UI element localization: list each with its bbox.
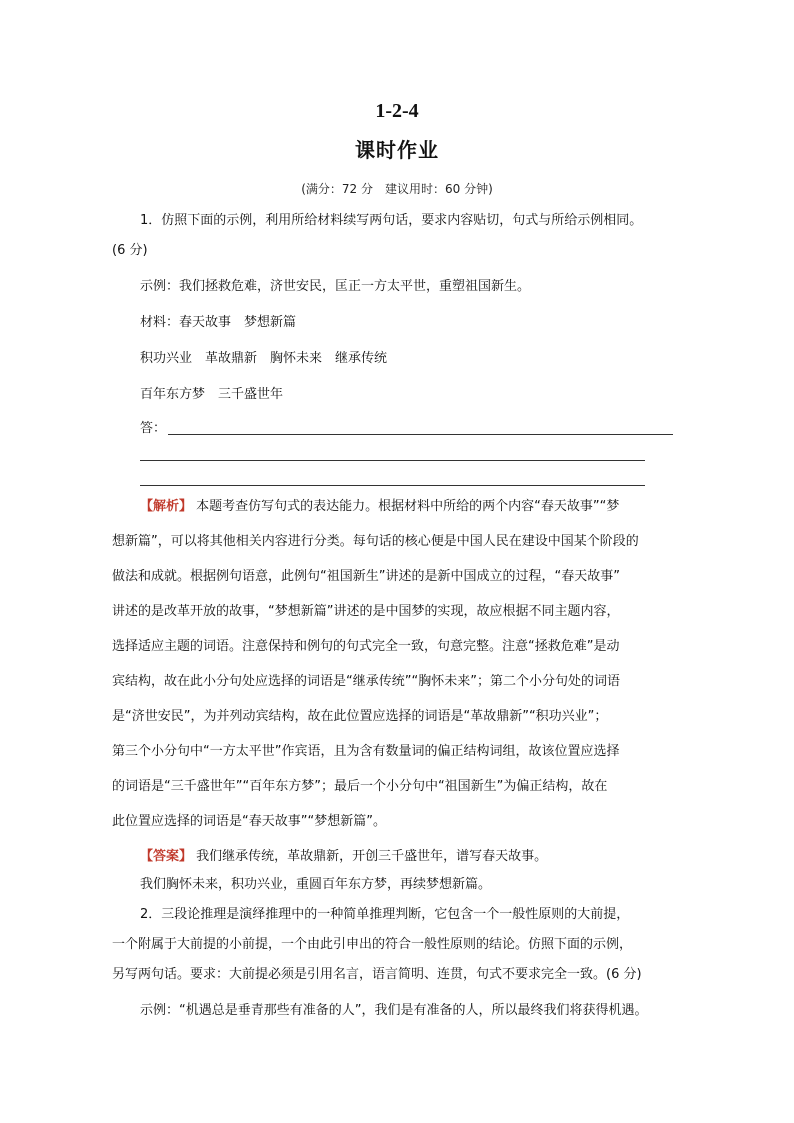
analysis-line: 想新篇”，可以将其他相关内容进行分类。每句话的核心便是中国人民在建设中国某个阶段的: [112, 534, 639, 549]
analysis-line: 做法和成就。根据例句语意，此例句“祖国新生”讲述的是新中国成立的过程，“春天故事”: [112, 569, 620, 584]
answer-line-a: [140, 848, 710, 866]
page-title: 课时作业: [355, 138, 439, 162]
q1-stem-line-2: (6 分): [112, 243, 148, 258]
q1-material-3: 百年东方梦 三千盛世年: [140, 387, 284, 402]
analysis-text: 本题考查仿写句式的表达能力。根据材料中所给的两个内容“春天故事”“梦: [192, 499, 620, 514]
lesson-code: 1-2-4: [375, 100, 419, 122]
answer-label: 答：: [140, 421, 167, 436]
q2-example: 示例：“机遇总是垂青那些有准备的人”，我们是有准备的人，所以最终我们将获得机遇。: [140, 1003, 648, 1018]
analysis-line: 讲述的是改革开放的故事，“梦想新篇”讲述的是中国梦的实现，故应根据不同主题内容，: [112, 604, 620, 619]
analysis-line: 的词语是“三千盛世年”“百年东方梦”；最后一个小分句中“祖国新生”为偏正结构，故在: [112, 779, 608, 794]
analysis-line-1: [140, 498, 710, 516]
q2-stem-line-1: 2．三段论推理是演绎推理中的一种简单推理判断，它包含一个一般性原则的大前提，: [140, 907, 630, 922]
analysis-line: 第三个小分句中“一方太平世”作宾语，且为含有数量词的偏正结构词组，故该位置应选择: [112, 744, 620, 759]
answer-text-2: 我们胸怀未来，积功兴业，重圆百年东方梦，再续梦想新篇。: [140, 877, 492, 892]
score-time-info: (满分：72 分 建议用时：60 分钟): [301, 182, 493, 196]
q2-stem-line-3: 另写两句话。要求：大前提必须是引用名言，语言简明、连贯，句式不要求完全一致。(6 分): [112, 967, 642, 982]
q1-example: 示例：我们拯救危难，济世安民，匡正一方太平世，重塑祖国新生。: [140, 279, 531, 294]
analysis-line: 此位置应选择的词语是“春天故事”“梦想新篇”。: [112, 814, 386, 829]
analysis-line: 选择适应主题的词语。注意保持和例句的句式完全一致，句意完整。注意“拯救危难”是动: [112, 639, 620, 654]
q1-material-1: 材料：春天故事 梦想新篇: [140, 315, 297, 330]
answer-text-1: 我们继承传统，革故鼎新，开创三千盛世年，谱写春天故事。: [192, 849, 548, 864]
answer-line-3[interactable]: [140, 485, 645, 486]
answer-line-1[interactable]: [168, 434, 673, 435]
q1-stem-line-1: 1．仿照下面的示例，利用所给材料续写两句话，要求内容贴切，句式与所给示例相同。: [140, 213, 643, 228]
analysis-tag: 【解析】: [140, 499, 193, 514]
analysis-line: 宾结构，故在此小分句处应选择的词语是“继承传统”“胸怀未来”；第二个小分句处的词语: [112, 674, 620, 689]
answer-line-2[interactable]: [140, 460, 645, 461]
q2-stem-line-2: 一个附属于大前提的小前提，一个由此引申出的符合一般性原则的结论。仿照下面的示例，: [112, 937, 633, 952]
q1-material-2: 积功兴业 革故鼎新 胸怀未来 继承传统: [140, 351, 388, 366]
analysis-line: 是“济世安民”，为并列动宾结构，故在此位置应选择的词语是“革故鼎新”“积功兴业”；: [112, 709, 608, 724]
answer-tag: 【答案】: [140, 849, 193, 864]
